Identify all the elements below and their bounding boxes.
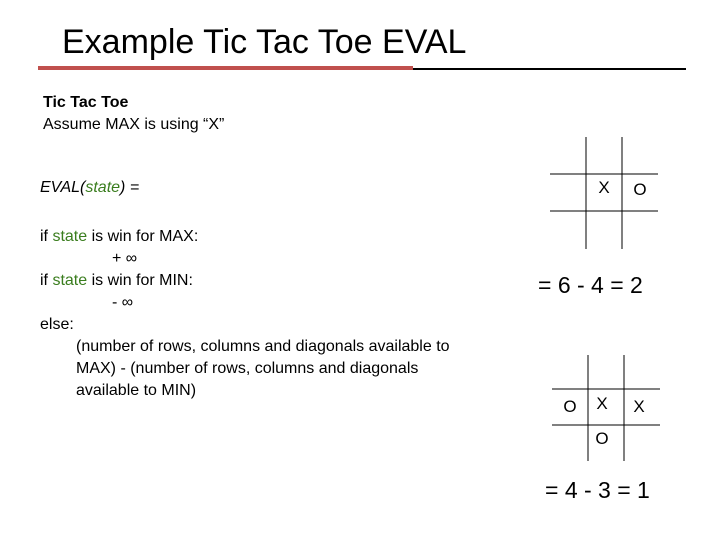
max-win-state: state — [52, 228, 88, 245]
board-two — [552, 355, 660, 461]
title-underline-rule — [413, 68, 686, 70]
board-two-cell — [553, 423, 587, 457]
board-two-cell: X — [633, 397, 645, 416]
board-two-cell — [625, 355, 659, 389]
title-underline-accent — [38, 66, 413, 70]
game-heading: Tic Tac Toe — [43, 94, 129, 111]
else-line-3: available to MIN) — [76, 382, 197, 399]
min-win-suffix: is win for MIN: — [87, 272, 193, 289]
eval-function-name: EVAL — [40, 179, 81, 196]
eval-close-equals: ) = — [120, 179, 140, 196]
board-two-cell — [553, 355, 587, 389]
else-line-2: MAX) - (number of rows, columns and diagonals — [76, 360, 419, 377]
board-one-cell — [587, 139, 621, 173]
min-win-prefix: if — [40, 272, 53, 289]
board-two-cell — [625, 423, 659, 457]
board-one-cell — [623, 213, 657, 247]
board-one-equation: = 6 - 4 = 2 — [538, 272, 643, 298]
eval-state-argument: state — [85, 179, 121, 196]
max-win-condition — [40, 226, 198, 248]
board-one-cell — [587, 213, 621, 247]
board-two-cell: O — [563, 397, 577, 416]
min-win-condition — [40, 270, 193, 292]
max-assumption: Assume MAX is using “X” — [43, 116, 225, 133]
max-win-value: + ∞ — [112, 250, 138, 267]
board-two-cell — [589, 355, 623, 389]
eval-open-paren: ( — [80, 179, 86, 196]
max-win-prefix: if — [40, 228, 53, 245]
board-two-cell: X — [596, 394, 608, 413]
else-label: else: — [40, 316, 74, 333]
board-one-cell: X — [598, 178, 610, 197]
eval-definition — [40, 177, 139, 199]
max-win-suffix: is win for MAX: — [87, 228, 199, 245]
board-two-cell: O — [595, 429, 609, 448]
board-one-cell — [551, 213, 585, 247]
board-one-cell — [551, 139, 585, 173]
min-win-state: state — [52, 272, 88, 289]
board-one — [550, 137, 658, 249]
board-one-cell — [551, 175, 585, 209]
else-line-1: (number of rows, columns and diagonals available to — [76, 338, 450, 355]
board-two-equation: = 4 - 3 = 1 — [545, 477, 650, 503]
min-win-value: - ∞ — [112, 294, 134, 311]
board-one-cell — [623, 139, 657, 173]
board-one-cell: O — [633, 180, 647, 199]
slide-title: Example Tic Tac Toe EVAL — [62, 23, 467, 61]
